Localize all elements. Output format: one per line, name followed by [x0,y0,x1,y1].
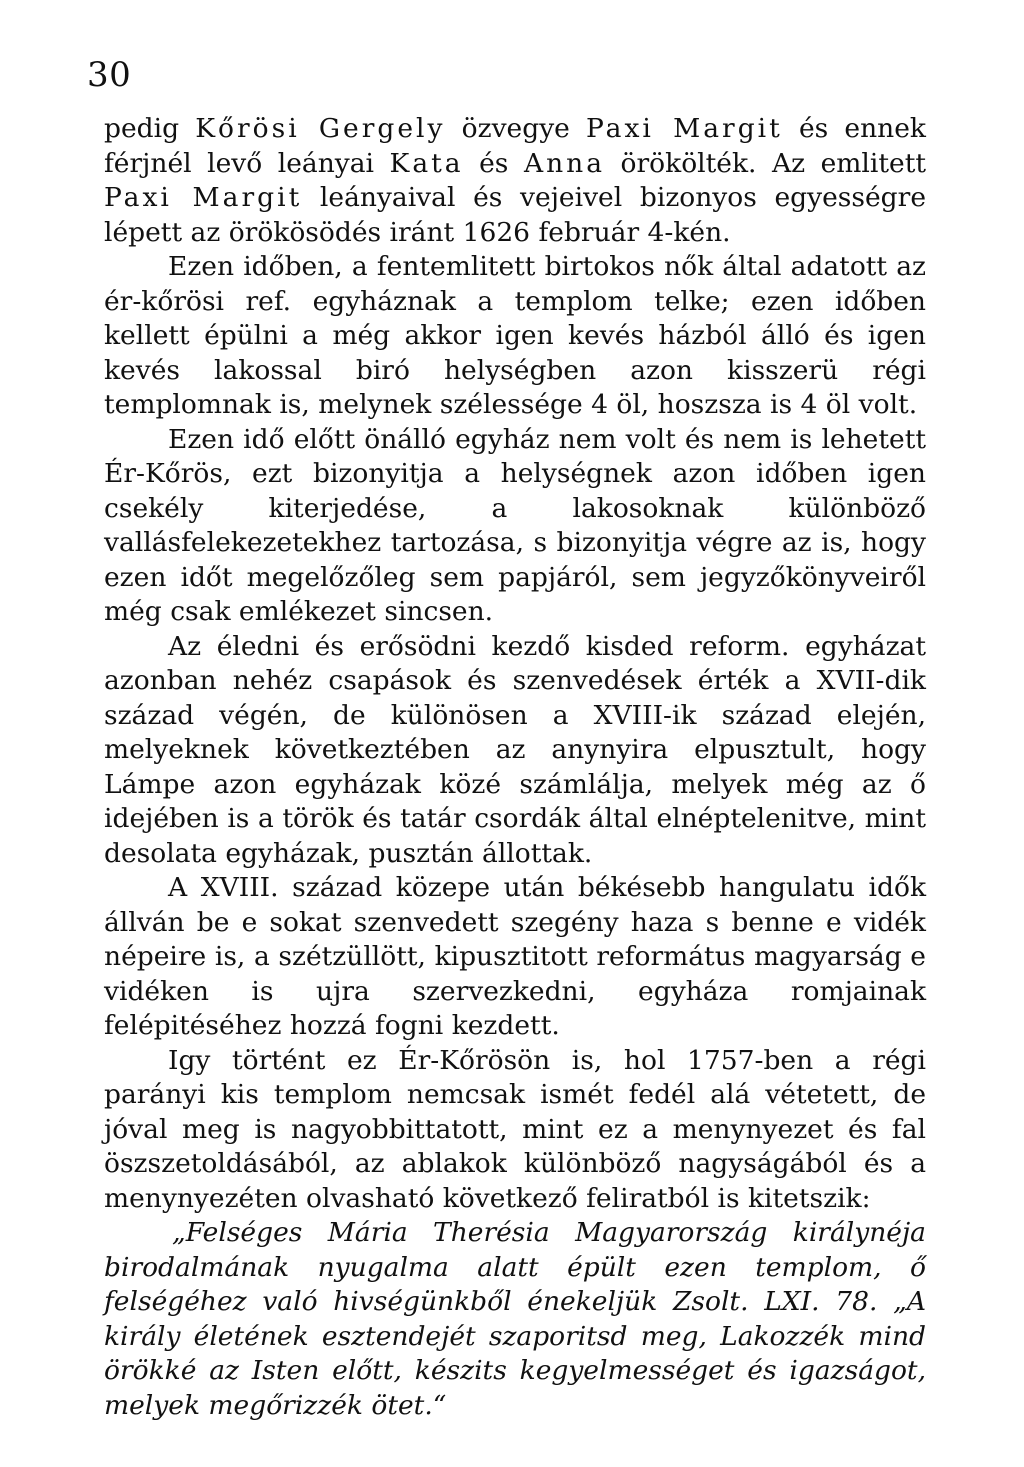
paragraph-1-text: és [463,147,524,179]
person-name: Kőrösi Gergely [195,113,446,144]
person-name: Paxi Margit [104,182,303,213]
paragraph-1-text: pedig [104,113,196,144]
paragraph-1 [104,112,926,250]
person-name: Anna [523,147,606,179]
paragraph-1-text: leányaival és vejeivel bizonyos egyességre lépett az örökösödés iránt 1626 február 4-kén. [104,182,926,248]
paragraph-3: Ezen idő előtt önálló egyház nem volt és nem is lehetett Ér-Kőrös, ezt bizonyitja a helységnek azon időben igen csekély kiterjedése, a lakosoknak különböző vallásfelekezetekhez tartozása, s bizonyitja végre az is, hogy ezen időt megelőzőleg sem papjáról, sem jegyzőkönyveiről még csak emlékezet sincsen. [104,423,926,627]
paragraph-4: Az éledni és erősödni kezdő kisded reform. egyházat azonban nehéz csapások és szenvedések érték a XVII-dik század végén, de különösen a XVIII-ik század elején, melyeknek következtében az anynyira elpusztult, hogy Lámpe azon egyházak közé számlálja, melyek még az ő idejében is a török és tatár csordák által elnéptelenitve, mint desolata egyházak, pusztán állottak. [104,630,926,869]
person-name: Paxi Margit [586,113,783,144]
body-text [104,112,926,1423]
paragraph-2: Ezen időben, a fentemlitett birtokos nők által adatott az ér-kőrösi ref. egyháznak a templom telke; ezen időben kellett épülni a még akkor igen kevés házból álló és igen kevés lakossal biró helységben azon kisszerü régi templomnak is, melynek szélessége 4 öl, hoszsza is 4 öl volt. [104,251,926,420]
paragraph-1-text: özvegye [445,113,587,144]
person-name: Kata [389,147,464,179]
page-number: 30 [87,55,132,95]
church-inscription-quote: „Felséges Mária Therésia Magyarország királynéja birodalmának nyugalma alatt épült ezen templom, ő felségéhez való hivségünkből énekeljük Zsolt. LXI. 78. „A király életének esztendejét szaporitsd meg, Lakozzék mind örökké az Isten előtt, készits kegyelmességet és igazságot, melyek megőrizzék ötet.“ [104,1217,926,1421]
paragraph-6: Igy történt ez Ér-Kőrösön is, hol 1757-ben a régi parányi kis templom nemcsak ismét fedél alá vétetett, de jóval meg is nagyobbittatott, mint ez a menynyezet és fal öszszetoldásából, az ablakok különböző nagyságából és a menynyezéten olvasható következő feliratból is kitetszik: [104,1044,926,1214]
paragraph-1-text: örökölték. Az emlitett [605,147,926,179]
paragraph-1-text: és ennek férjnél levő leányai [104,113,926,179]
paragraph-5: A XVIII. század közepe után békésebb hangulatu idők állván be e sokat szenvedett szegény haza s benne e vidék népeire is, a szétzüllött, kipusztitott református magyarság e vidéken is ujra szervezkedni, egyháza romjainak felépitéséhez hozzá fogni kezdett. [104,872,926,1041]
